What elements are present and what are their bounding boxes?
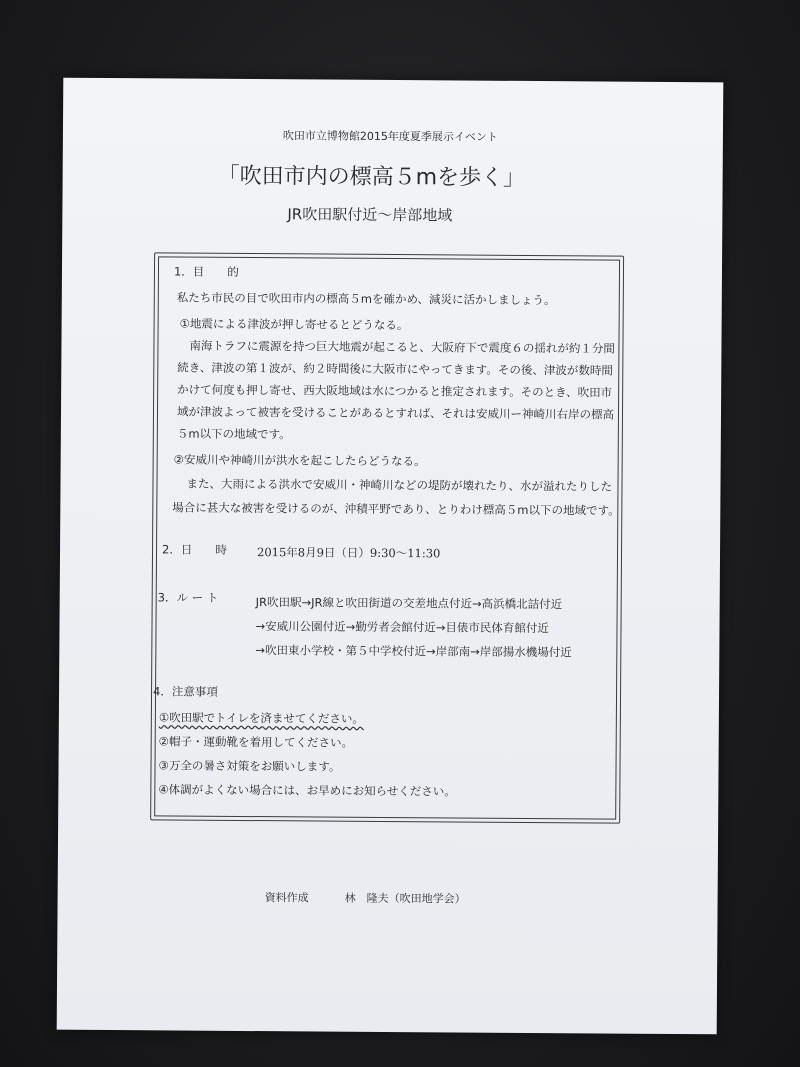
notes-item: ②帽子・運動靴を着用してください。 (158, 734, 354, 750)
route-line: →吹田東小学校・第５中学校付近→岸部南→岸部揚水機場付近 (255, 643, 572, 660)
page-subtitle: JR吹田駅付近～岸部地域 (287, 205, 453, 225)
notes-item: ④体調がよくない場合には、お早めにお知らせください。 (158, 782, 456, 799)
purpose-paragraph-1-line: 南海トラフに震源を持つ巨大地震が起こると、大阪府下で震度６の揺れが約１分間 (189, 338, 616, 356)
purpose-paragraph-1-line: 続き、津波の第１波が、約２時間後に大阪市にやってきます。その後、津波が数時間 (177, 360, 613, 378)
purpose-question-1: ①地震による津波が押し寄せるとどうなる。 (179, 316, 409, 333)
notes-item: ①吹田駅でトイレを済ませてください。 (158, 710, 364, 726)
route-line: →安威川公園付近→勤労者会館付近→目俵市民体育館付近 (255, 619, 549, 636)
purpose-question-2: ②安威川や神崎川が洪水を起こしたらどうなる。 (173, 452, 426, 469)
purpose-paragraph-1-line: ５m以下の地域です。 (176, 426, 291, 442)
route-heading: 3．ル ー ト (157, 590, 219, 605)
footer-author: 林 隆夫（吹田地学会） (344, 891, 466, 906)
purpose-paragraph-1-line: かけて何度も押し寄せ、西大阪地域は水につかると推定されます。そのとき、吹田市 (177, 382, 613, 400)
purpose-heading: 1．目 的 (173, 264, 239, 279)
flyer-paper (57, 78, 724, 1035)
footer-label: 資料作成 (264, 891, 309, 905)
notes-item: ③万全の暑さ対策をお願いします。 (158, 758, 341, 774)
purpose-paragraph-2-line: 場合に甚大な被害を受けるのが、沖積平野であり、とりわけ標高５m以下の地域です。 (172, 500, 620, 518)
purpose-paragraph-2-line: また、大雨による洪水で安威川・神崎川などの堤防が壊れたり、水が溢れたりした (186, 476, 613, 494)
datetime-value: 2015年8月9日（日）9:30〜11:30 (256, 545, 441, 561)
notes-heading: 4．注意事項 (153, 684, 218, 699)
purpose-paragraph-1-line: 域が津波よって被害を受けることがあるとすれば、それは安威川ー神崎川右岸の標高 (176, 404, 615, 422)
route-line: JR吹田駅→JR線と吹田街道の交差地点付近→高浜橋北詰付近 (255, 595, 563, 612)
datetime-heading: 2．日 時 (161, 542, 227, 557)
page-title: 「吹田市内の標高５mを歩く」 (217, 163, 526, 191)
purpose-intro: 私たち市民の目で吹田市内の標高５mを確かめ、減災に活かしましょう。 (176, 290, 556, 308)
event-name: 吹田市立博物館2015年度夏季展示イベント (282, 129, 498, 144)
